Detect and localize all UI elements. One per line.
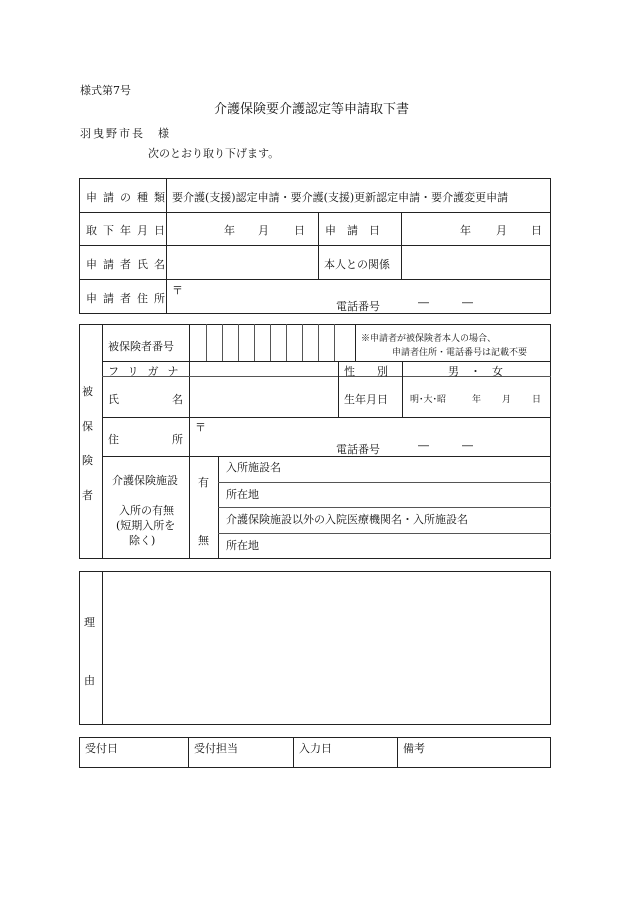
remarks-label: 備考 [403,742,425,755]
applicant-name-label: 申請者氏名 [86,258,171,271]
addressee: 羽曳野市長 様 [80,127,171,140]
facility-yes-option[interactable]: 有 [198,476,209,489]
name-label-char: 名 [172,393,183,406]
facility-name-label: 入所施設名 [226,461,281,474]
facility-location-label: 所在地 [226,488,259,501]
birth-year-unit: 年 [472,395,482,405]
withdraw-day-unit: 日 [294,224,305,237]
side-label-char: 険 [82,454,93,467]
other-facility-label: 介護保険施設以外の入院医療機関名・入所施設名 [226,513,468,526]
postal-mark: 〒 [172,284,183,297]
facility-no-option[interactable]: 無 [198,534,209,547]
facility-label: 介護保険施設 [112,474,178,487]
received-by-label: 受付担当 [194,742,238,755]
page-title: 介護保険要介護認定等申請取下書 [214,102,410,117]
note-line2: 申請者住所・電話番号は記載不要 [392,348,528,358]
application-month-unit: 月 [496,224,507,237]
facility-sub-label: 入所の有無 [119,504,174,517]
phone-dash: ― [418,296,429,309]
intro-text: 次のとおり取り下げます。 [148,147,280,160]
reason-label-char: 由 [84,674,95,687]
application-type-options[interactable]: 要介護(支援)認定申請・要介護(支援)更新認定申請・要介護変更申請 [172,191,509,204]
application-day-unit: 日 [531,224,542,237]
application-type-label: 申請の種類 [86,191,171,204]
withdraw-date-label: 取下年月日 [86,224,171,237]
received-date-label: 受付日 [85,742,118,755]
gender-label: 性 別 [344,365,388,378]
applicant-address-label: 申請者住所 [86,292,171,305]
insured-number-label: 被保険者番号 [108,340,174,353]
name-label-char: 氏 [108,393,119,406]
withdraw-year-unit: 年 [224,224,235,237]
form-number: 様式第7号 [80,84,131,97]
address-label-char: 所 [172,433,183,446]
phone-dash: ― [418,439,429,452]
phone-dash: ― [462,439,473,452]
other-location-label: 所在地 [226,539,259,552]
birth-month-unit: 月 [502,395,512,405]
side-label-char: 者 [82,489,93,502]
address-label-char: 住 [108,433,119,446]
furigana-label: フリガナ [108,365,188,378]
postal-mark: 〒 [195,421,206,434]
era-options[interactable]: 明･大･昭 [410,395,447,405]
gender-options[interactable]: 男 ・ 女 [448,365,503,378]
input-date-label: 入力日 [299,742,332,755]
facility-sub-label: 除く) [129,534,156,547]
relation-label: 本人との関係 [324,258,390,271]
birth-day-unit: 日 [532,395,542,405]
note-line1: ※申請者が被保険者本人の場合、 [361,334,497,344]
reason-input-area[interactable] [103,572,550,724]
phone-dash: ― [462,296,473,309]
side-label-char: 被 [82,385,93,398]
withdraw-month-unit: 月 [258,224,269,237]
birth-date-label: 生年月日 [344,393,388,406]
reason-label-char: 理 [84,616,95,629]
facility-sub-label: (短期入所を [116,519,176,532]
phone-label: 電話番号 [336,300,380,313]
phone-label: 電話番号 [336,443,380,456]
application-year-unit: 年 [460,224,471,237]
side-label-char: 保 [82,420,93,433]
application-date-label: 申 請 日 [325,224,380,237]
